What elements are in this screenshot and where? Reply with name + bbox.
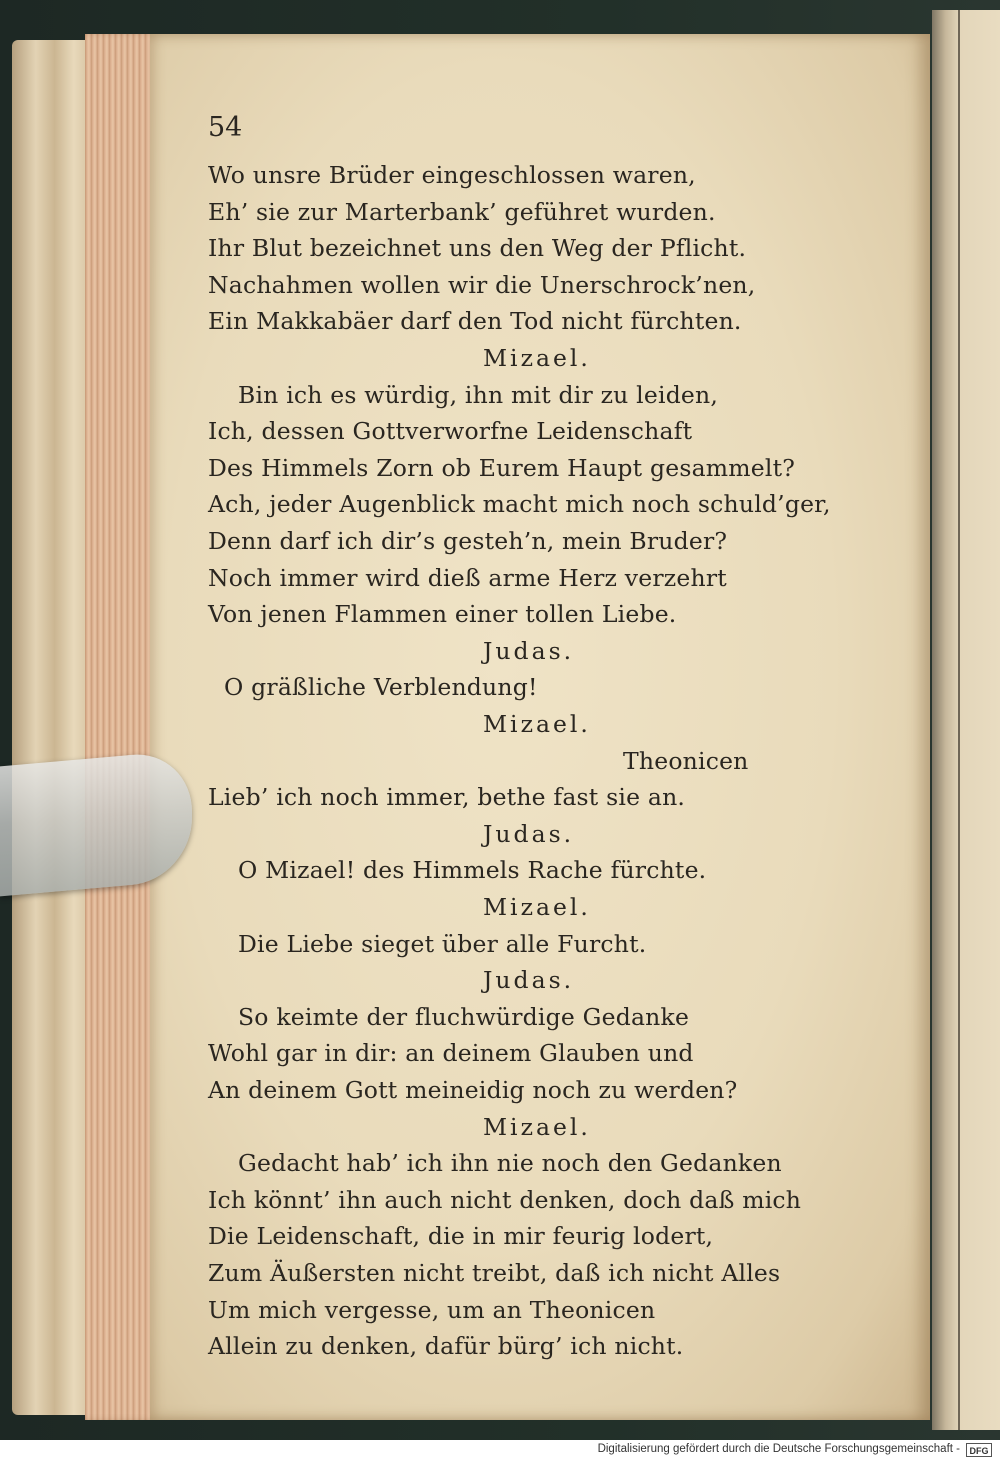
verse-line: Des Himmels Zorn ob Eurem Haupt gesammelt? [208, 453, 796, 482]
page-gilt-edge [85, 34, 157, 1420]
verse-line: Wo unsre Brüder eingeschlossen waren, [208, 161, 696, 189]
verse-line: So keimte der fluchwürdige Gedanke [238, 1002, 690, 1031]
speaker-name: Mizael. [483, 344, 591, 372]
verse-line: Theonicen [623, 746, 749, 775]
verse-line: Ein Makkabäer darf den Tod nicht fürchten. [208, 307, 742, 336]
verse-line: Die Leidenschaft, die in mir feurig lodert, [208, 1222, 714, 1251]
facing-page [932, 10, 1000, 1430]
speaker-name: Judas. [483, 636, 575, 665]
speaker-name: Mizael. [483, 1112, 591, 1141]
verse-line: Von jenen Flammen einer tollen Liebe. [208, 600, 677, 629]
verse-line: Eh’ sie zur Marterbank’ geführet wurden. [208, 197, 716, 226]
verse-line: Ihr Blut bezeichnet uns den Weg der Pflicht. [208, 234, 747, 263]
verse-line: Die Liebe sieget über alle Furcht. [238, 929, 647, 958]
verse-line: Noch immer wird dieß arme Herz verzehrt [208, 563, 727, 592]
facing-page-gutter [958, 10, 960, 1430]
speaker-name: Judas. [483, 966, 575, 995]
verse-line: Ich, dessen Gottverworfne Leidenschaft [208, 417, 693, 446]
verse-line: O gräßliche Verblendung! [224, 673, 538, 702]
page-number: 54 [208, 112, 243, 143]
verse-line: Denn darf ich dir’s gesteh’n, mein Bruder? [208, 527, 728, 555]
dfg-logo: DFG [966, 1443, 992, 1457]
verse-line: O Mizael! des Himmels Rache fürchte. [238, 856, 707, 885]
verse-line: Zum Äußersten nicht treibt, daß ich nicht Alles [208, 1259, 781, 1287]
speaker-name: Mizael. [483, 893, 591, 921]
footer-credit: Digitalisierung gefördert durch die Deutsche Forschungsgemeinschaft - [597, 1443, 960, 1455]
verse-line: Gedacht hab’ ich ihn nie noch den Gedanken [238, 1149, 782, 1178]
verse-line: Allein zu denken, dafür bürg’ ich nicht. [208, 1332, 684, 1361]
verse-line: Wohl gar in dir: an deinem Glauben und [208, 1039, 694, 1068]
speaker-name: Mizael. [483, 710, 591, 738]
speaker-name: Judas. [483, 819, 575, 848]
verse-line: Lieb’ ich noch immer, bethe fast sie an. [208, 783, 686, 812]
verse-line: An deinem Gott meineidig noch zu werden? [208, 1076, 738, 1104]
verse-line: Bin ich es würdig, ihn mit dir zu leiden, [238, 380, 719, 409]
verse-line: Nachahmen wollen wir die Unerschrock’nen, [208, 270, 756, 299]
verse-line: Ich könnt’ ihn auch nicht denken, doch daß mich [208, 1185, 802, 1214]
verse-line: Um mich vergesse, um an Theonicen [208, 1295, 656, 1324]
verse-line: Ach, jeder Augenblick macht mich noch schuld’ger, [208, 490, 831, 519]
